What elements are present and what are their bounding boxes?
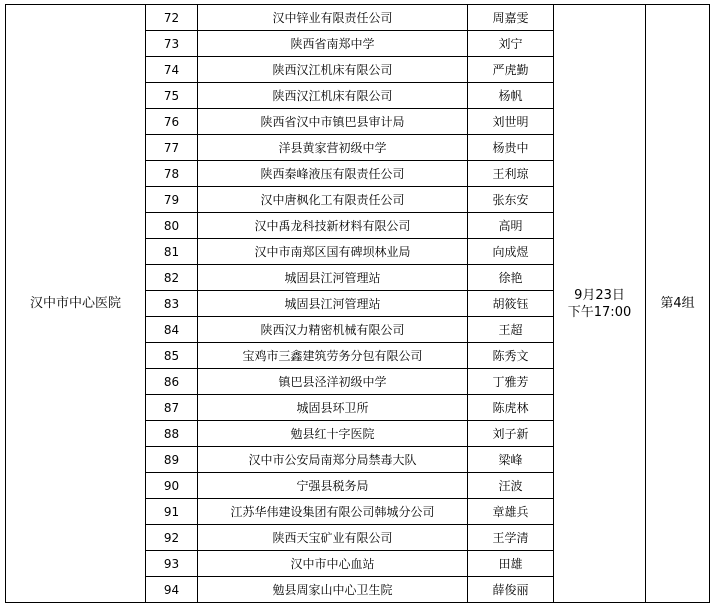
row-number: 93 [146, 551, 198, 577]
person-name-cell: 刘世明 [468, 109, 554, 135]
row-number: 77 [146, 135, 198, 161]
person-name-cell: 丁雅芳 [468, 369, 554, 395]
row-number: 74 [146, 57, 198, 83]
organization-cell: 汉中锌业有限责任公司 [198, 5, 468, 31]
organization-cell: 汉中市南郑区国有碑坝林业局 [198, 239, 468, 265]
person-name-cell: 章雄兵 [468, 499, 554, 525]
organization-cell: 江苏华伟建设集团有限公司韩城分公司 [198, 499, 468, 525]
row-number: 86 [146, 369, 198, 395]
organization-cell: 勉县周家山中心卫生院 [198, 577, 468, 603]
person-name-cell: 刘子新 [468, 421, 554, 447]
organization-cell: 陕西省南郑中学 [198, 31, 468, 57]
table-body [6, 5, 710, 603]
person-name-cell: 张东安 [468, 187, 554, 213]
organization-cell: 陕西天宝矿业有限公司 [198, 525, 468, 551]
organization-cell: 宝鸡市三鑫建筑劳务分包有限公司 [198, 343, 468, 369]
person-name-cell: 梁峰 [468, 447, 554, 473]
organization-cell: 宁强县税务局 [198, 473, 468, 499]
organization-cell: 陕西省汉中市镇巴县审计局 [198, 109, 468, 135]
organization-cell: 城固县江河管理站 [198, 291, 468, 317]
person-name-cell: 王超 [468, 317, 554, 343]
organization-cell: 城固县江河管理站 [198, 265, 468, 291]
organization-cell: 镇巴县泾洋初级中学 [198, 369, 468, 395]
person-name-cell: 陈虎林 [468, 395, 554, 421]
person-name-cell: 向成煜 [468, 239, 554, 265]
exam-date: 9月23日 [574, 287, 625, 303]
person-name-cell: 周嘉雯 [468, 5, 554, 31]
person-name-cell: 田雄 [468, 551, 554, 577]
row-number: 80 [146, 213, 198, 239]
organization-cell: 陕西汉力精密机械有限公司 [198, 317, 468, 343]
row-number: 90 [146, 473, 198, 499]
row-number: 89 [146, 447, 198, 473]
person-name-cell: 刘宁 [468, 31, 554, 57]
row-number: 92 [146, 525, 198, 551]
exam-time-cell [554, 5, 646, 603]
row-number: 91 [146, 499, 198, 525]
person-name-cell: 严虎勤 [468, 57, 554, 83]
table-row [6, 5, 710, 31]
row-number: 83 [146, 291, 198, 317]
organization-cell: 洋县黄家营初级中学 [198, 135, 468, 161]
person-name-cell: 王学清 [468, 525, 554, 551]
row-number: 73 [146, 31, 198, 57]
organization-cell: 陕西秦峰液压有限责任公司 [198, 161, 468, 187]
exam-schedule-table [5, 4, 710, 603]
row-number: 76 [146, 109, 198, 135]
organization-cell: 汉中市中心血站 [198, 551, 468, 577]
row-number: 82 [146, 265, 198, 291]
row-number: 79 [146, 187, 198, 213]
group-cell: 第4组 [646, 5, 710, 603]
organization-cell: 汉中市公安局南郑分局禁毒大队 [198, 447, 468, 473]
exam-site-cell: 汉中市中心医院 [6, 5, 146, 603]
exam-time: 下午17:00 [567, 304, 632, 320]
organization-cell: 勉县红十字医院 [198, 421, 468, 447]
person-name-cell: 胡筱钰 [468, 291, 554, 317]
row-number: 84 [146, 317, 198, 343]
person-name-cell: 杨帆 [468, 83, 554, 109]
organization-cell: 陕西汉江机床有限公司 [198, 83, 468, 109]
organization-cell: 城固县环卫所 [198, 395, 468, 421]
person-name-cell: 徐艳 [468, 265, 554, 291]
person-name-cell: 王利琼 [468, 161, 554, 187]
row-number: 85 [146, 343, 198, 369]
row-number: 72 [146, 5, 198, 31]
row-number: 81 [146, 239, 198, 265]
person-name-cell: 高明 [468, 213, 554, 239]
person-name-cell: 杨贵中 [468, 135, 554, 161]
row-number: 94 [146, 577, 198, 603]
row-number: 88 [146, 421, 198, 447]
organization-cell: 汉中唐枫化工有限责任公司 [198, 187, 468, 213]
person-name-cell: 薛俊丽 [468, 577, 554, 603]
person-name-cell: 陈秀文 [468, 343, 554, 369]
row-number: 87 [146, 395, 198, 421]
row-number: 78 [146, 161, 198, 187]
row-number: 75 [146, 83, 198, 109]
organization-cell: 汉中禹龙科技新材料有限公司 [198, 213, 468, 239]
person-name-cell: 汪波 [468, 473, 554, 499]
organization-cell: 陕西汉江机床有限公司 [198, 57, 468, 83]
